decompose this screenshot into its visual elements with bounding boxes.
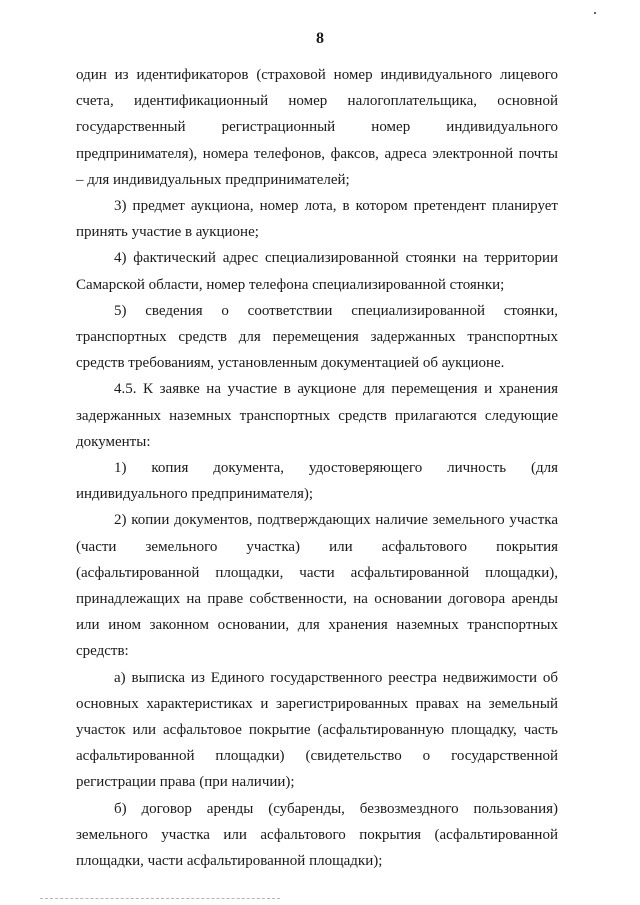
paragraph-item-4: 4) фактический адрес специализированной стоянки на территории Самарской области, номер телефона специализированной стоянки; <box>76 250 558 293</box>
paragraph-clause-4-5: 4.5. К заявке на участие в аукционе для перемещения и хранения задержанных наземных транспортных средств прилагаются следующие документы: <box>76 381 558 450</box>
scan-dot-mark <box>594 12 596 14</box>
page-number: 8 <box>316 30 324 47</box>
document-body <box>76 62 558 874</box>
paragraph-subitem-a: а) выписка из Единого государственного реестра недвижимости об основных характеристиках и зарегистрированных правах на земельный участок или асфальтовое покрытие (асфальтированную площадку, часть асфальтированной площадки) (свидетельство о государственной регистрации права (при наличии); <box>76 669 558 791</box>
paragraph-continuation: один из идентификаторов (страховой номер индивидуального лицевого счета, идентификационный номер налогоплательщика, основной государственный регистрационный номер индивидуального предпринимателя), номера телефонов, факсов, адреса электронной почты – для индивидуальных предпринимателей; <box>76 67 558 188</box>
paragraph-item-3: 3) предмет аукциона, номер лота, в котором претендент планирует принять участие в аукционе; <box>76 198 558 241</box>
paragraph-subitem-b: б) договор аренды (субаренды, безвозмездного пользования) земельного участка или асфальтового покрытия (асфальтированной площадки, части асфальтированной площадки); <box>76 800 558 870</box>
paragraph-doc-item-1: 1) копия документа, удостоверяющего личность (для индивидуального предпринимателя); <box>76 460 558 503</box>
footer-scan-line <box>40 898 280 899</box>
paragraph-doc-item-2: 2) копии документов, подтверждающих наличие земельного участка (части земельного участка) или асфальтового покрытия (асфальтированной площадки, части асфальтированной площадки), принадлежащих на праве собственности, на основании договора аренды или ином законном основании, для хранения наземных транспортных средств: <box>76 512 558 660</box>
paragraph-item-5: 5) сведения о соответствии специализированной стоянки, транспортных средств для перемещения задержанных транспортных средств требованиям, установленным документацией об аукционе. <box>76 302 558 372</box>
